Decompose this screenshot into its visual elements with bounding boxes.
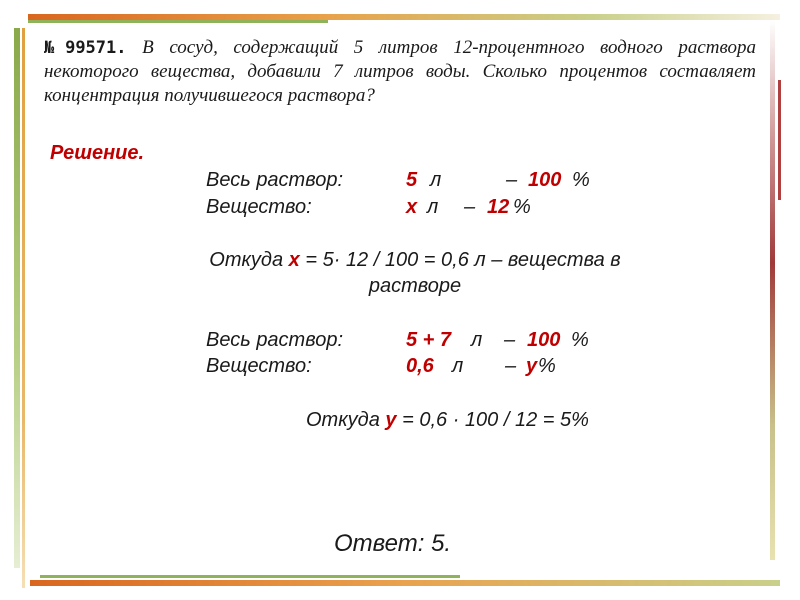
block2-row2-percent: y: [526, 355, 538, 377]
block2-row1-unit: л: [471, 329, 483, 351]
derivation1-expr: = 5· 12 / 100 = 0,6 л – вещества в: [305, 249, 621, 271]
left-accent-line: [22, 28, 25, 588]
block2-row1-value: 5 + 7: [406, 329, 452, 351]
block2-row1-percent-sign: %: [571, 329, 589, 351]
block1-row1-unit: л: [430, 169, 442, 191]
left-border: [14, 28, 20, 568]
block1-row1-percent-sign: %: [572, 169, 590, 191]
problem-text: В сосуд, содержащий 5 литров 12-процентного водного раствора некоторого вещества, добавили 7 литров воды. Сколько процентов составляет концентрация получившегося раствора?: [44, 37, 756, 106]
problem-number: №99571.: [44, 38, 127, 58]
solution-heading: Решение.: [50, 142, 145, 164]
block1-row2-unit: л: [427, 196, 439, 218]
block2-row2-dash: –: [505, 355, 517, 377]
problem-statement: [44, 36, 756, 108]
block1-row2-value: x: [406, 196, 418, 218]
derivation2-prefix: Откуда: [306, 409, 380, 431]
block1-row2-label: Вещество:: [206, 196, 312, 218]
block2-row2-unit: л: [452, 355, 464, 377]
block1-row1-dash: –: [506, 169, 518, 191]
block2-row1-dash: –: [504, 329, 516, 351]
derivation1-var: x: [288, 249, 300, 271]
derivation2-expr: = 0,6 · 100 / 12 = 5%: [402, 409, 589, 431]
block2-row1-percent: 100: [527, 329, 561, 351]
derivation1-prefix: Откуда: [209, 249, 284, 271]
block1-row2-dash: –: [464, 196, 476, 218]
answer-text: Ответ: 5.: [334, 530, 452, 557]
block1-row1-percent: 100: [528, 169, 562, 191]
block2-row2-value: 0,6: [406, 355, 434, 377]
block2-row2-percent-sign: %: [538, 355, 556, 377]
derivation2-line: [306, 407, 589, 433]
block1-row1-label: Весь раствор:: [206, 169, 344, 191]
block1-row2-percent-sign: %: [513, 196, 531, 218]
bottom-border: [30, 580, 780, 586]
right-accent-line: [778, 80, 781, 200]
block2-row1-label: Весь раствор:: [206, 329, 344, 351]
derivation2-var: y: [385, 409, 397, 431]
bottom-accent-line: [40, 575, 460, 578]
block1-row2-percent: 12: [487, 196, 510, 218]
right-border: [770, 20, 775, 560]
derivation1-line2: растворе: [368, 275, 462, 297]
block2-row2-label: Вещество:: [206, 355, 312, 377]
top-accent-line: [28, 20, 328, 23]
derivation1-line1: [150, 247, 680, 273]
block1-row1-value: 5: [406, 169, 418, 191]
